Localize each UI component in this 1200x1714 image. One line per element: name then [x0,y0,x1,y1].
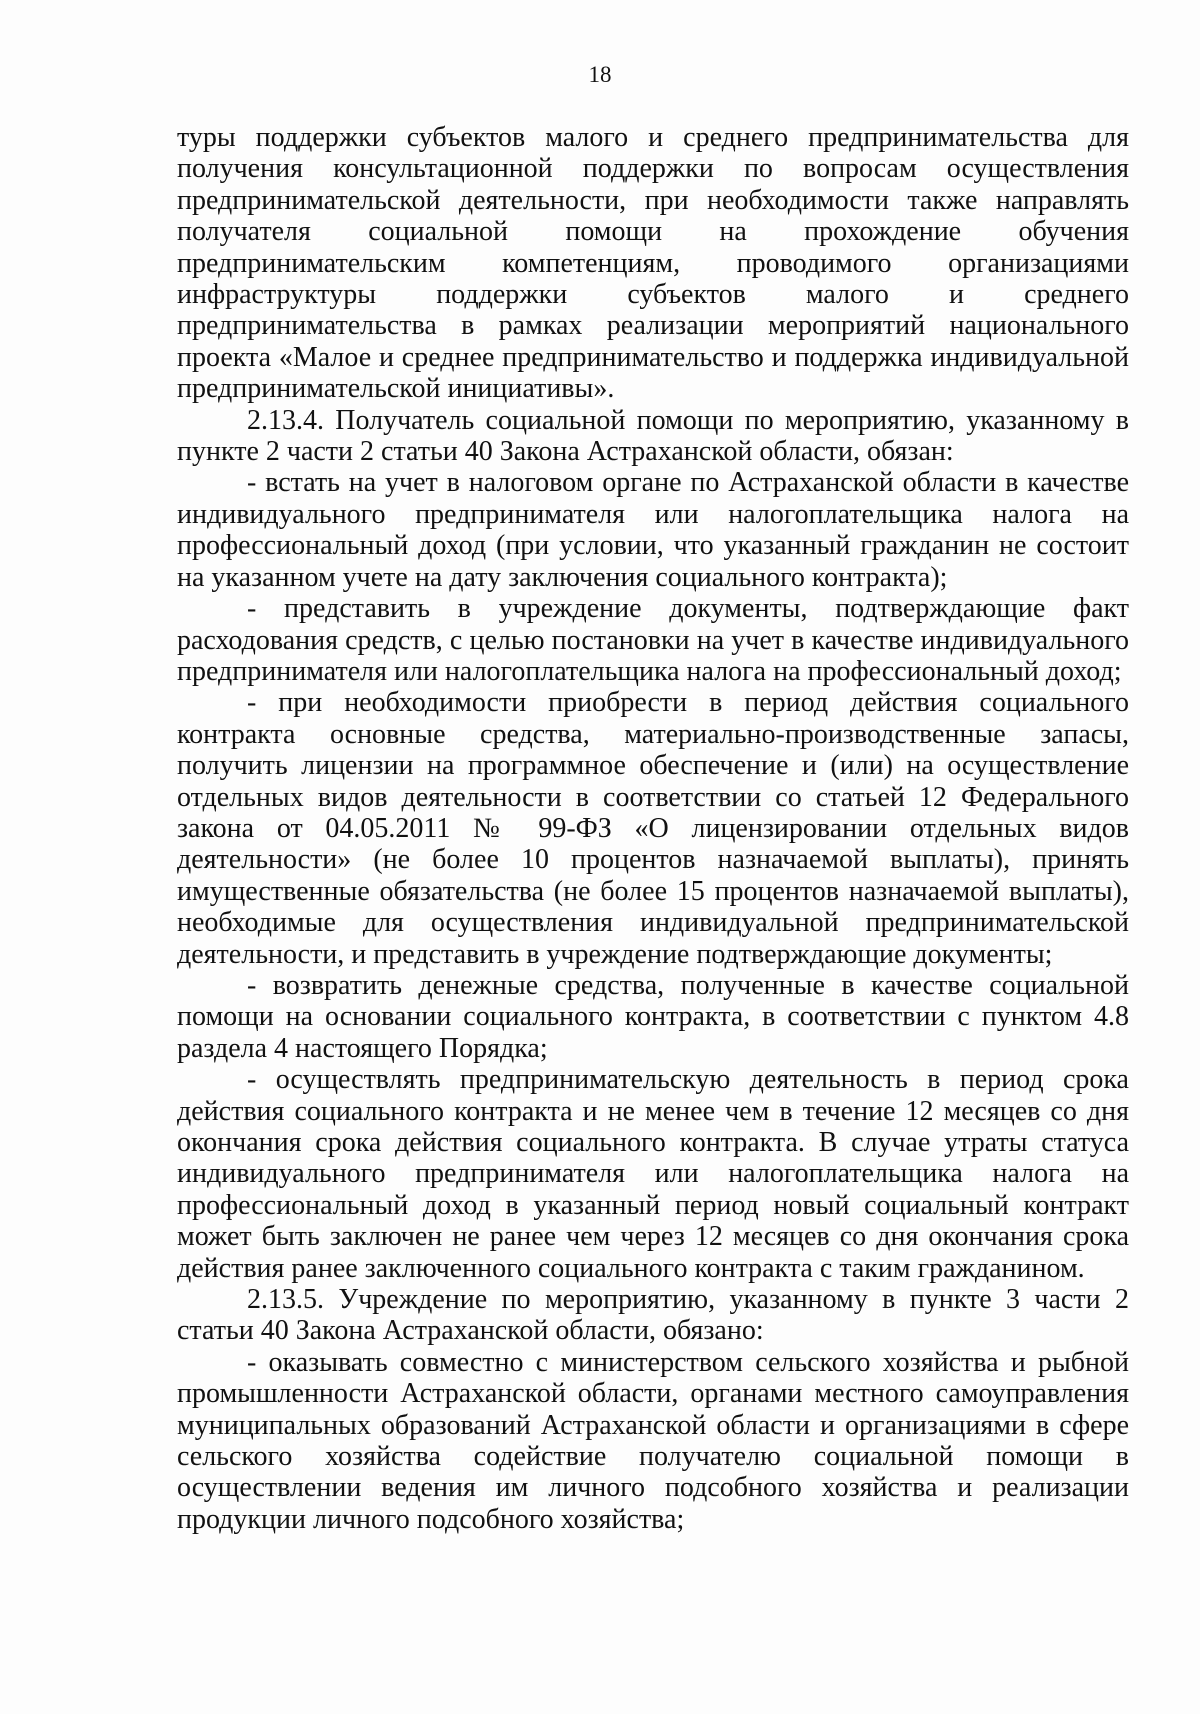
paragraph-list-item: - представить в учреждение документы, подтверждающие факт расходования средств, с целью постановки на учет в качестве индивидуального предпринимателя или налогоплательщика налога на профессиональный доход; [177,593,1129,687]
paragraph-clause-2-13-5: 2.13.5. Учреждение по мероприятию, указанному в пункте 3 части 2 статьи 40 Закона Астраханской области, обязано: [177,1284,1129,1347]
paragraph-list-item: - встать на учет в налоговом органе по Астраханской области в качестве индивидуального предпринимателя или налогоплательщика налога на профессиональный доход (при условии, что указанный гражданин не состоит на указанном учете на дату заключения социального контракта); [177,467,1129,593]
paragraph-list-item: - возвратить денежные средства, полученные в качестве социальной помощи на основании социального контракта, в соответствии с пунктом 4.8 раздела 4 настоящего Порядка; [177,969,1129,1064]
page-number: 18 [588,62,612,87]
document-body [177,122,1129,1535]
paragraph-clause-2-13-4: 2.13.4. Получатель социальной помощи по мероприятию, указанному в пункте 2 части 2 статьи 40 Закона Астраханской области, обязан: [177,404,1129,468]
paragraph-list-item: - оказывать совместно с министерством сельского хозяйства и рыбной промышленности Астраханской области, органами местного самоуправления муниципальных образований Астраханской области и организациями в сфере сельского хозяйства содействие получателю социальной помощи в осуществлении ведения им личного подсобного хозяйства и реализации продукции личного подсобного хозяйства; [177,1346,1129,1535]
paragraph-continuation: туры поддержки субъектов малого и среднего предпринимательства для получения консультационной поддержки по вопросам осуществления предпринимательской деятельности, при необходимости также направлять получателя социальной помощи на прохождение обучения предпринимательским компетенциям, проводимого организациями инфраструктуры поддержки субъектов малого и среднего предпринимательства в рамках реализации мероприятий национального проекта «Малое и среднее предпринимательство и поддержка индивидуальной предпринимательской инициативы». [177,122,1129,405]
paragraph-list-item: - при необходимости приобрести в период действия социального контракта основные средства, материально-производственные запасы, получить лицензии на программное обеспечение и (или) на осуществление отдельных видов деятельности в соответствии со статьей 12 Федерального закона от 04.05.2011 № 99-ФЗ «О лицензировании отдельных видов деятельности» (не более 10 процентов назначаемой выплаты), принять имущественные обязательства (не более 15 процентов назначаемой выплаты), необходимые для осуществления индивидуальной предпринимательской деятельности, и представить в учреждение подтверждающие документы; [177,687,1129,970]
paragraph-list-item: - осуществлять предпринимательскую деятельность в период срока действия социального контракта и не менее чем в течение 12 месяцев со дня окончания срока действия социального контракта. В случае утраты статуса индивидуального предпринимателя или налогоплательщика налога на профессиональный доход в указанный период новый социальный контракт может быть заключен не ранее чем через 12 месяцев со дня окончания срока действия ранее заключенного социального контракта с таким гражданином. [177,1064,1129,1284]
